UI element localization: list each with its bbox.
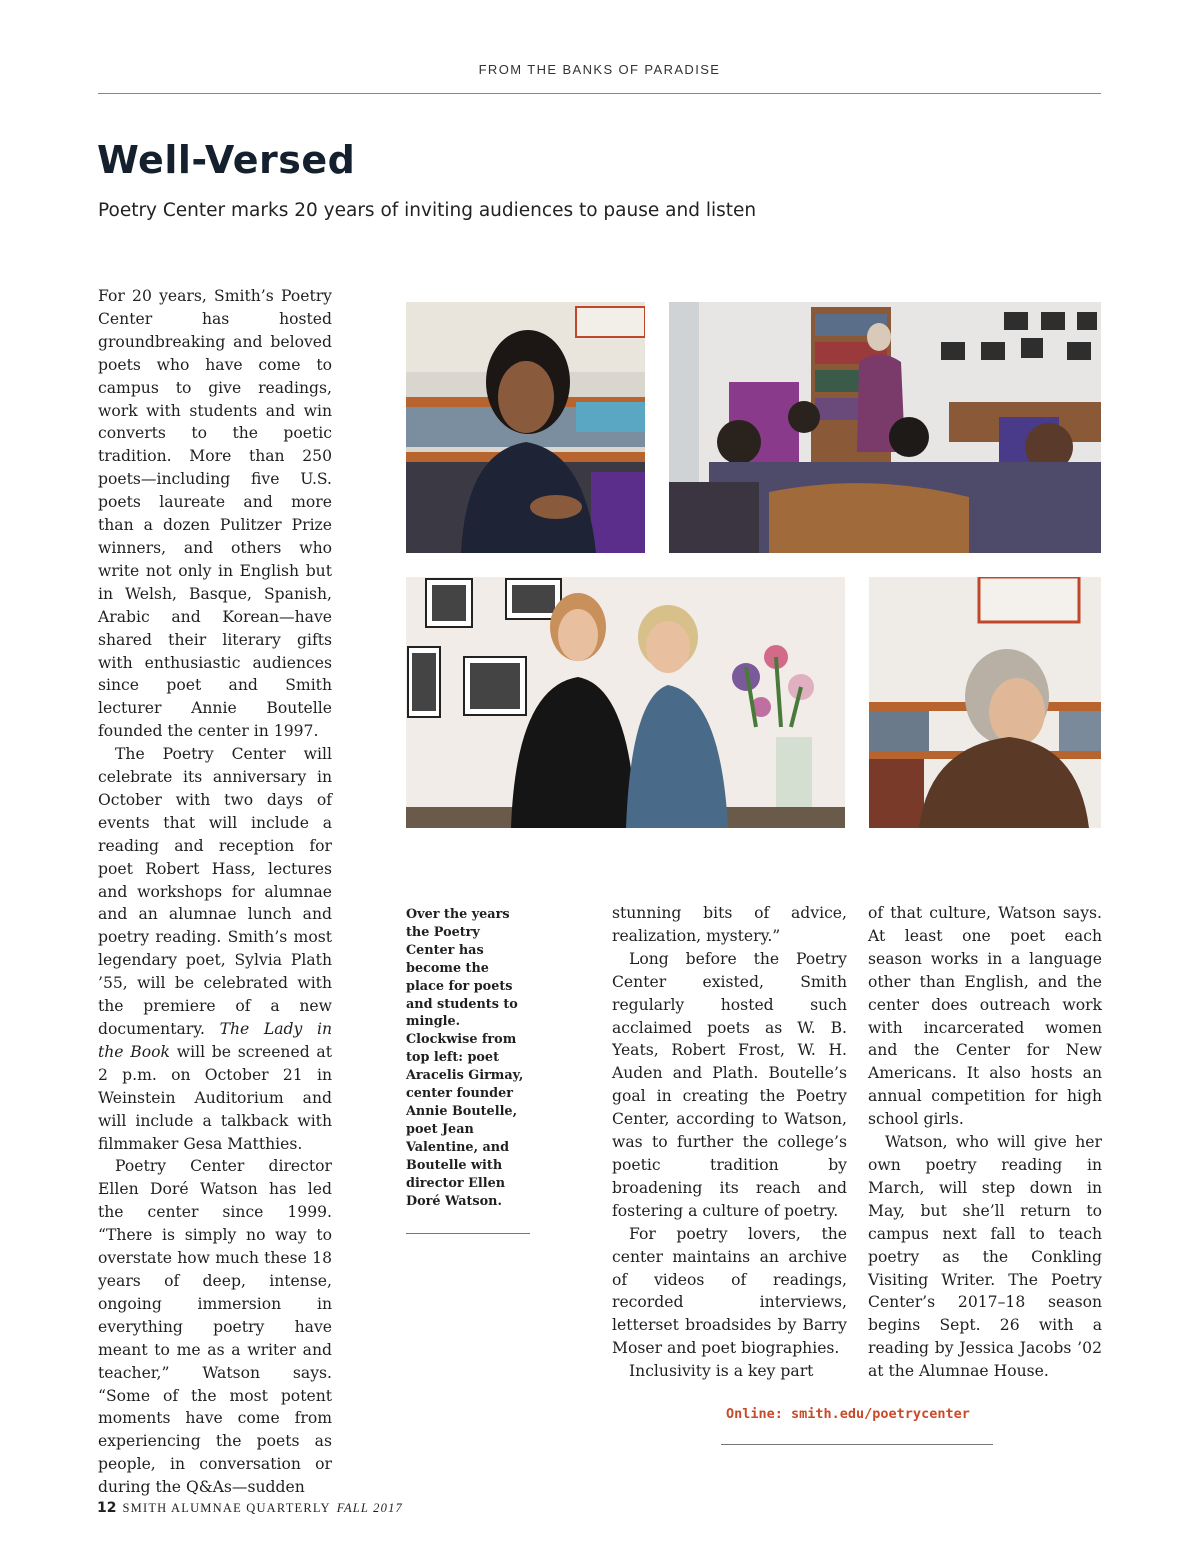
body-column-4: [868, 902, 1102, 1383]
paragraph: For 20 years, Smith’s Poetry Center has hosted groundbreaking and beloved poets who have come to campus to give readings, work with students and win converts to the poetic tradition. More than 250 poets—including five U.S. poets laureate and more than a dozen Pulitzer Prize winners, and others who write not only in English but in Welsh, Basque, Spanish, Arabic and Korean—have shared their literary gifts with enthusiastic audiences since poet and Smith lecturer Annie Boutelle founded the center in 1997.: [98, 287, 332, 741]
online-rule: [721, 1444, 993, 1445]
paragraph: Watson, who will give her own poetry reading in March, will step down in May, but she’ll return to campus next fall to teach poetry as the Conkling Visiting Writer. The Poetry Center’s 2017–18 season begins Sept. 26 with a reading by Jessica Jacobs ’02 at the Alumnae House.: [868, 1133, 1102, 1381]
online-link[interactable]: Online: smith.edu/poetrycenter: [726, 1406, 970, 1422]
paragraph: The Poetry Center will celebrate its anniversary in October with two days of events that will include a reading and reception for poet Robert Hass, lectures and workshops for alumnae and an alumnae lunch and poetry reading. Smith’s most legendary poet, Sylvia Plath ’55, will be celebrated with the premiere of a new documentary. The Lady in the Book will be screened at 2 p.m. on October 21 in Weinstein Auditorium and will include a talkback with filmmaker Gesa Matthies.: [98, 745, 332, 1153]
photo-ellen-dore-watson: [869, 577, 1101, 828]
photo-valentine-and-boutelle: [406, 577, 845, 828]
paragraph: For poetry lovers, the center maintains an archive of videos of readings, recorded interviews, letterset broadsides by Barry Moser and poet biographies.: [612, 1224, 847, 1358]
photo-annie-boutelle-reading: [669, 302, 1101, 553]
body-column-1: [98, 285, 332, 1499]
page-number: 12: [97, 1500, 117, 1516]
running-head: FROM THE BANKS OF PARADISE: [478, 62, 721, 77]
article-dek: Poetry Center marks 20 years of inviting audiences to pause and listen: [98, 200, 757, 221]
paragraph: Inclusivity is a key part: [629, 1362, 814, 1381]
article-title: Well-Versed: [97, 138, 356, 182]
paragraph: of that culture, Watson says. At least one poet each season works in a language other than English, and the center does outreach work with incarcerated women and the Center for New Americans. It also hosts an annual competition for high school girls.: [868, 904, 1102, 1129]
paragraph: Poetry Center director Ellen Doré Watson has led the center since 1999. “There is simply no way to overstate how much these 18 years of deep, intense, ongoing immersion in everything poetry have meant to me as a writer and teacher,” Watson says. “Some of the most potent moments have come from experiencing the poets as people, in conversation or during the Q&As—sudden: [98, 1157, 332, 1497]
page-footer: [97, 1500, 403, 1516]
photo-caption: Over the years the Poetry Center has become the place for poets and students to mingle. Clockwise from top left: poet Aracelis Girmay, center founder Annie Boutelle, poet Jean Valentine, and Boutelle with director Ellen Doré Watson.: [406, 907, 524, 1209]
issue-date: FALL 2017: [336, 1501, 403, 1515]
publication-name: SMITH ALUMNAE QUARTERLY: [122, 1501, 331, 1515]
film-title: The Lady in the Book: [98, 1020, 332, 1061]
paragraph: stunning bits of advice, realization, mystery.”: [612, 904, 847, 945]
caption-rule: [406, 1233, 530, 1234]
photo-aracelis-girmay: [406, 302, 645, 553]
paragraph: Long before the Poetry Center existed, Smith regularly hosted such acclaimed poets as W. B. Yeats, Robert Frost, W. H. Auden and Plath. Boutelle’s goal in creating the Poetry Center, according to Watson, was to further the college’s poetic tradition by broadening its reach and fostering a culture of poetry.: [612, 949, 847, 1220]
body-column-3: [612, 902, 847, 1383]
header-rule: [98, 93, 1101, 94]
